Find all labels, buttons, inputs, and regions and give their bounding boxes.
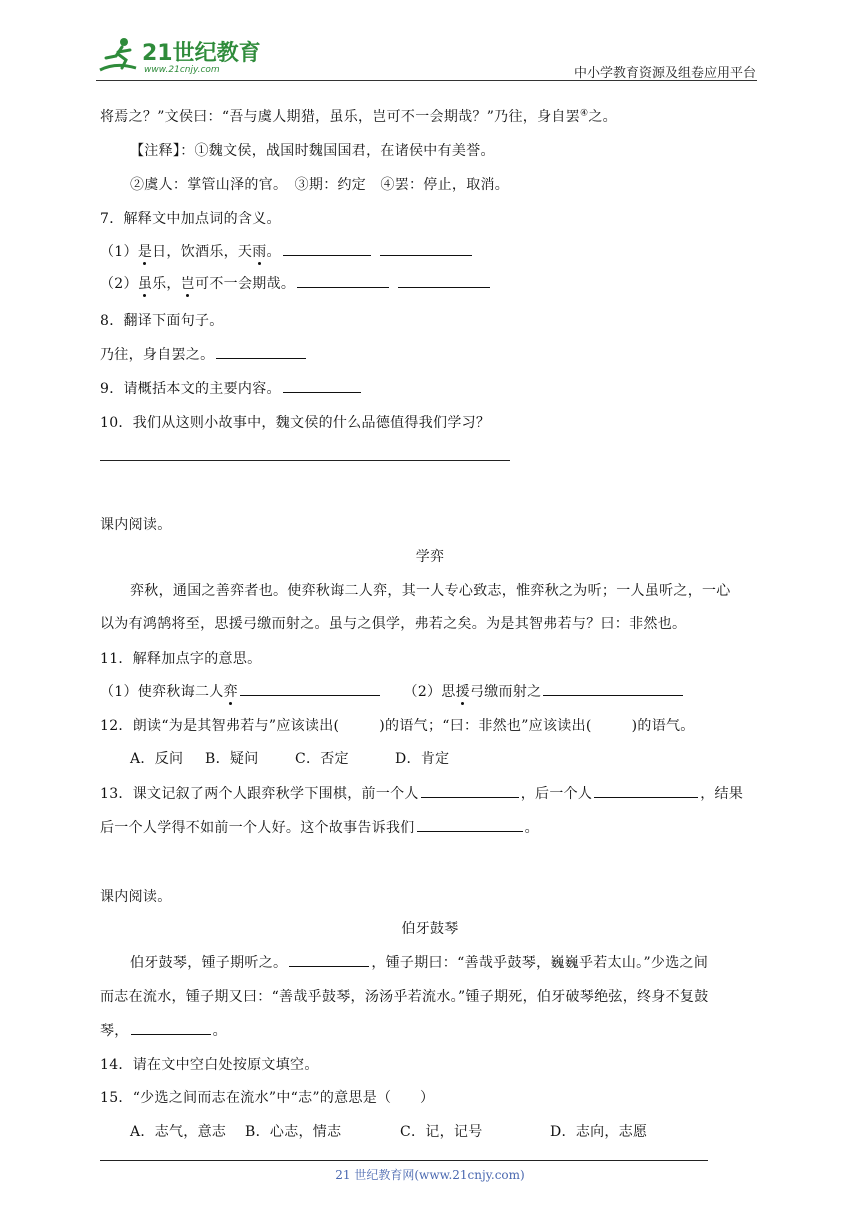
answer-blank[interactable] [543,681,683,696]
footer-link[interactable]: 21 世纪教育网(www.21cnjy.com) [335,1168,525,1182]
q15-title: 15．“少选之间而志在流水”中“志”的意思是（ ） [100,1090,435,1106]
answer-blank[interactable] [240,681,380,696]
answer-line[interactable] [100,460,510,461]
q15-option-a[interactable]: A．志气，意志 [130,1124,227,1140]
section3-para3: 琴， 。 [100,1020,227,1040]
q15-option-c[interactable]: C．记，记号 [400,1124,483,1140]
q12-option-d[interactable]: D．肯定 [395,751,450,767]
q13-line2: 后一个人学得不如前一个人好。这个故事告诉我们 。 [100,817,539,837]
header-divider [96,80,757,81]
q7-sub2: （2）虽乐，岂可不一会期哉。 [100,273,492,293]
section3-label: 课内阅读。 [100,889,172,905]
section2-para1: 弈秋，通国之善弈者也。使弈秋诲二人弈，其一人专心致志，惟弈秋之为听；一人虽听之，一心 [130,583,731,599]
q12-option-c[interactable]: C．否定 [295,751,349,767]
platform-name: 中小学教育资源及组卷应用平台 [573,66,756,81]
svg-text:www.21cnjy.com: www.21cnjy.com [144,65,220,75]
q12-title: 12．朗读“为是其智弗若与”应该读出( )的语气；“曰：非然也”应该读出( )的语气。 [100,718,695,734]
runner-logo-icon [96,34,266,78]
svg-text:21世纪教育: 21世纪教育 [142,41,261,66]
answer-blank[interactable] [283,378,361,393]
q8-sentence: 乃往，身自罢之。 [100,344,308,364]
passage1-line1: 将焉之？”文侯曰：“吾与虞人期猎，虽乐，岂可不一会期哉？”乃往，身自罢④之。 [100,108,617,125]
q9-title: 9．请概括本文的主要内容。 [100,378,363,398]
answer-blank[interactable] [289,952,369,967]
answer-blank[interactable] [216,344,306,359]
answer-blank[interactable] [131,1020,211,1035]
answer-blank[interactable] [380,241,472,256]
q12-option-b[interactable]: B．疑问 [205,751,259,767]
section2-para2: 以为有鸿鹄将至，思援弓缴而射之。虽与之俱学，弗若之矣。为是其智弗若与？曰：非然也。 [100,616,687,632]
passage1-note2: ②虞人：掌管山泽的官。 ③期：约定 ④罢：停止，取消。 [130,177,510,193]
answer-blank[interactable] [421,783,519,798]
q15-option-b[interactable]: B．心志，情志 [245,1124,342,1140]
answer-blank[interactable] [297,273,389,288]
q15-option-d[interactable]: D．志向，志愿 [550,1124,648,1140]
q12-option-a[interactable]: A．反问 [130,751,184,767]
section3-para1: 伯牙鼓琴，锺子期听之。 ，锺子期曰：“善哉乎鼓琴，巍巍乎若太山。”少选之间 [130,952,708,972]
q7-title: 7．解释文中加点词的含义。 [100,211,281,227]
section2-title: 学弈 [415,549,445,565]
site-logo [96,34,266,78]
q7-sub1: （1）是日，饮酒乐，天雨。 [100,241,474,261]
passage1-note1: 【注释】：①魏文侯，战国时魏国国君，在诸侯中有美誉。 [130,143,495,159]
q14-title: 14．请在文中空白处按原文填空。 [100,1057,319,1073]
answer-blank[interactable] [417,817,523,832]
q10-title: 10．我们从这则小故事中，魏文侯的什么品德值得我们学习？ [100,415,491,431]
footer-divider [100,1160,708,1161]
answer-blank[interactable] [594,783,698,798]
section2-label: 课内阅读。 [100,517,172,533]
section3-para2: 而志在流水，锺子期又曰：“善哉乎鼓琴，汤汤乎若流水。”锺子期死，伯牙破琴绝弦，终身不复鼓 [100,989,709,1005]
answer-blank[interactable] [398,273,490,288]
q13-line1: 13．课文记叙了两个人跟弈秋学下围棋，前一个人 ，后一个人 ，结果 [100,783,743,803]
section3-title: 伯牙鼓琴 [401,921,459,937]
answer-blank[interactable] [283,241,371,256]
q8-title: 8．翻译下面句子。 [100,313,224,329]
q11-subs: （1）使弈秋诲二人弈 （2）思援弓缴而射之 [100,681,685,701]
q11-title: 11．解释加点字的意思。 [100,651,262,667]
